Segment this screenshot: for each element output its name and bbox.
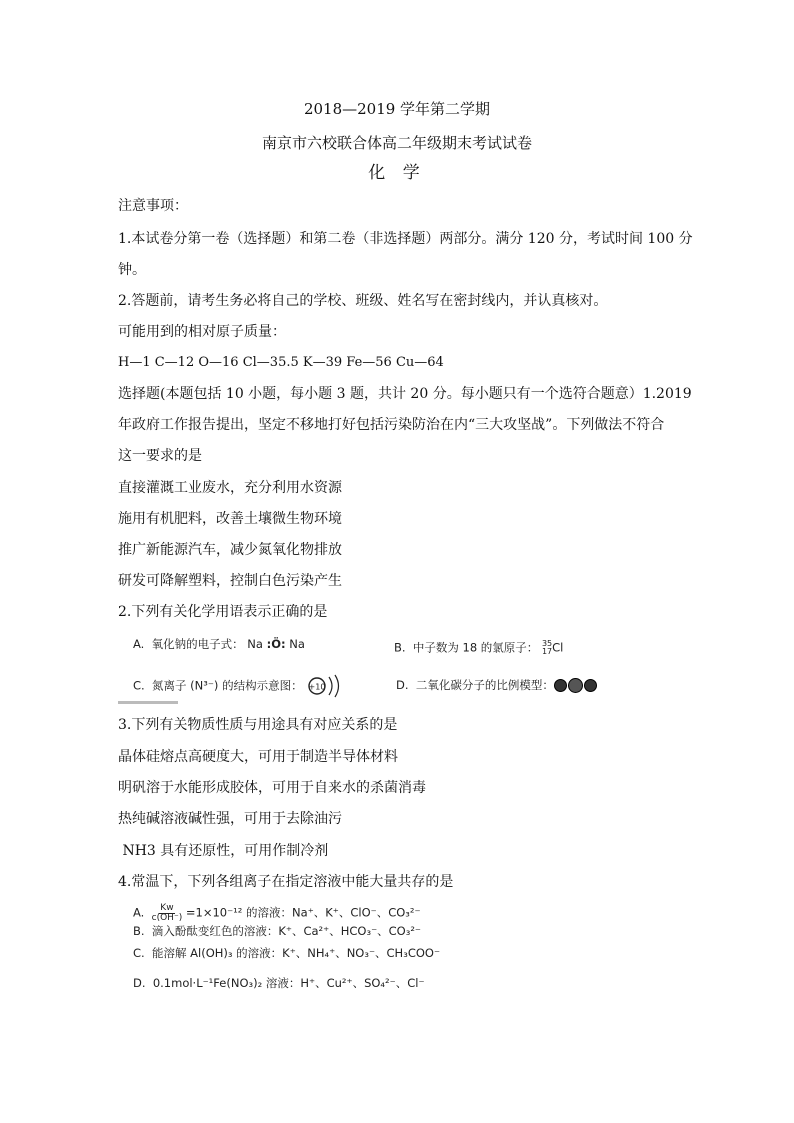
q1-option: 施用有机肥料，改善土壤微生物环境 [118, 511, 342, 527]
q3-option: 明矾溶于水能形成胶体，可用于自来水的杀菌消毒 [118, 780, 426, 796]
q4-b-label: B. [133, 924, 145, 938]
q4-c-label: C. [133, 946, 145, 960]
q3-option: 热纯碱溶液碱性强，可用于去除油污 [118, 811, 342, 827]
nucleus-charge-label: +10 [308, 682, 326, 692]
q2-d-label: D. [396, 678, 409, 692]
q2-b-text: 中子数为 18 的氯原子： [412, 640, 539, 655]
notes-heading: 注意事项： [118, 198, 188, 214]
notes-item2: 2.答题前，请考生务必将自己的学校、班级、姓名写在密封线内，并认真核对。 [118, 293, 608, 309]
q2-option-a [133, 637, 305, 651]
q2-a-formula-right: Na [289, 637, 305, 651]
co2-space-filling-model [557, 678, 596, 693]
q2-b-mass-number: 35 [541, 639, 553, 648]
carbon-atom [568, 678, 583, 693]
q2-stem: 2.下列有关化学用语表示正确的是 [118, 604, 328, 620]
q3-option: 晶体硅熔点高硬度大，可用于制造半导体材料 [118, 749, 398, 765]
q2-option-c [133, 673, 346, 699]
q4-stem: 4.常温下，下列各组离子在指定溶液中能大量共存的是 [118, 874, 454, 890]
q4-option-b [133, 924, 421, 938]
q2-b-atomic-number: 17 [541, 647, 553, 656]
header-subject: 化 学 [368, 163, 426, 183]
q4-b-text: 滴入酚酞变红色的溶液：K⁺、Ca²⁺、HCO₃⁻、CO₃²⁻ [151, 924, 422, 938]
q2-option-d [396, 678, 597, 693]
q2-option-b [394, 640, 563, 656]
q3-stem: 3.下列有关物质性质与用途具有对应关系的是 [118, 717, 398, 733]
fraction-denominator: c(OH⁻) [151, 913, 183, 923]
q4-a-label: A. [133, 905, 145, 920]
atomic-mass-heading: 可能用到的相对原子质量： [118, 324, 286, 340]
q2-c-text: 氮离子 (N³⁻) 的结构示意图： [152, 678, 303, 693]
notes-item1-line2: 钟。 [118, 262, 146, 278]
q1-option: 研发可降解塑料，控制白色污染产生 [118, 573, 342, 589]
q4-a-text: =1×10⁻¹² 的溶液：Na⁺、K⁺、ClO⁻、CO₃²⁻ [185, 905, 421, 920]
q2-c-label: C. [133, 678, 145, 693]
q2-a-formula-mid: :Ö: [266, 637, 286, 651]
atomic-mass-list: H—1 C—12 O—16 Cl—35.5 K—39 Fe—56 Cu—64 [118, 355, 444, 370]
q2-b-nuclide [542, 640, 552, 656]
nitrogen-ion-structure-diagram [306, 673, 346, 699]
section-intro-line1: 选择题(本题包括 10 小题，每小题 3 题，共计 20 分。每小题只有一个选符合题意）1.2019 [118, 386, 692, 402]
q4-d-label: D. [133, 976, 146, 990]
q2-a-formula-left: Na [247, 637, 263, 651]
q2-a-label: A. [133, 637, 145, 651]
q4-option-c [133, 946, 440, 960]
scan-artifact-divider [118, 701, 178, 704]
oxygen-atom [554, 679, 567, 692]
q2-b-label: B. [394, 640, 406, 655]
header-exam-title: 南京市六校联合体高二年级期末考试试卷 [261, 134, 532, 152]
q3-option: NH3 具有还原性，可用作制冷剂 [118, 843, 329, 859]
q2-a-text: 氧化钠的电子式： [151, 637, 244, 651]
q1-option: 推广新能源汽车，减少氮氧化物排放 [118, 542, 342, 558]
q1-option: 直接灌溉工业废水，充分利用水资源 [118, 480, 342, 496]
fraction-numerator: Kw [160, 903, 174, 913]
q4-a-fraction [152, 903, 183, 923]
q4-option-a [133, 903, 421, 923]
header-year: 2018—2019 学年第二学期 [303, 100, 491, 118]
notes-item1-line1: 1.本试卷分第一卷（选择题）和第二卷（非选择题）两部分。满分 120 分，考试时间 100 分 [118, 231, 693, 247]
section-intro-line3: 这一要求的是 [118, 448, 202, 464]
section-intro-line2: 年政府工作报告提出，坚定不移地打好包括污染防治在内“三大攻坚战”。下列做法不符合 [118, 417, 665, 433]
q2-b-symbol: Cl [552, 640, 564, 655]
q4-c-text: 能溶解 Al(OH)₃ 的溶液：K⁺、NH₄⁺、NO₃⁻、CH₃COO⁻ [152, 946, 441, 960]
oxygen-atom [584, 679, 597, 692]
q2-d-text: 二氧化碳分子的比例模型： [415, 678, 554, 692]
q4-d-text: 0.1mol·L⁻¹Fe(NO₃)₂ 溶液：H⁺、Cu²⁺、SO₄²⁻、Cl⁻ [152, 976, 425, 990]
q4-option-d [133, 976, 425, 990]
